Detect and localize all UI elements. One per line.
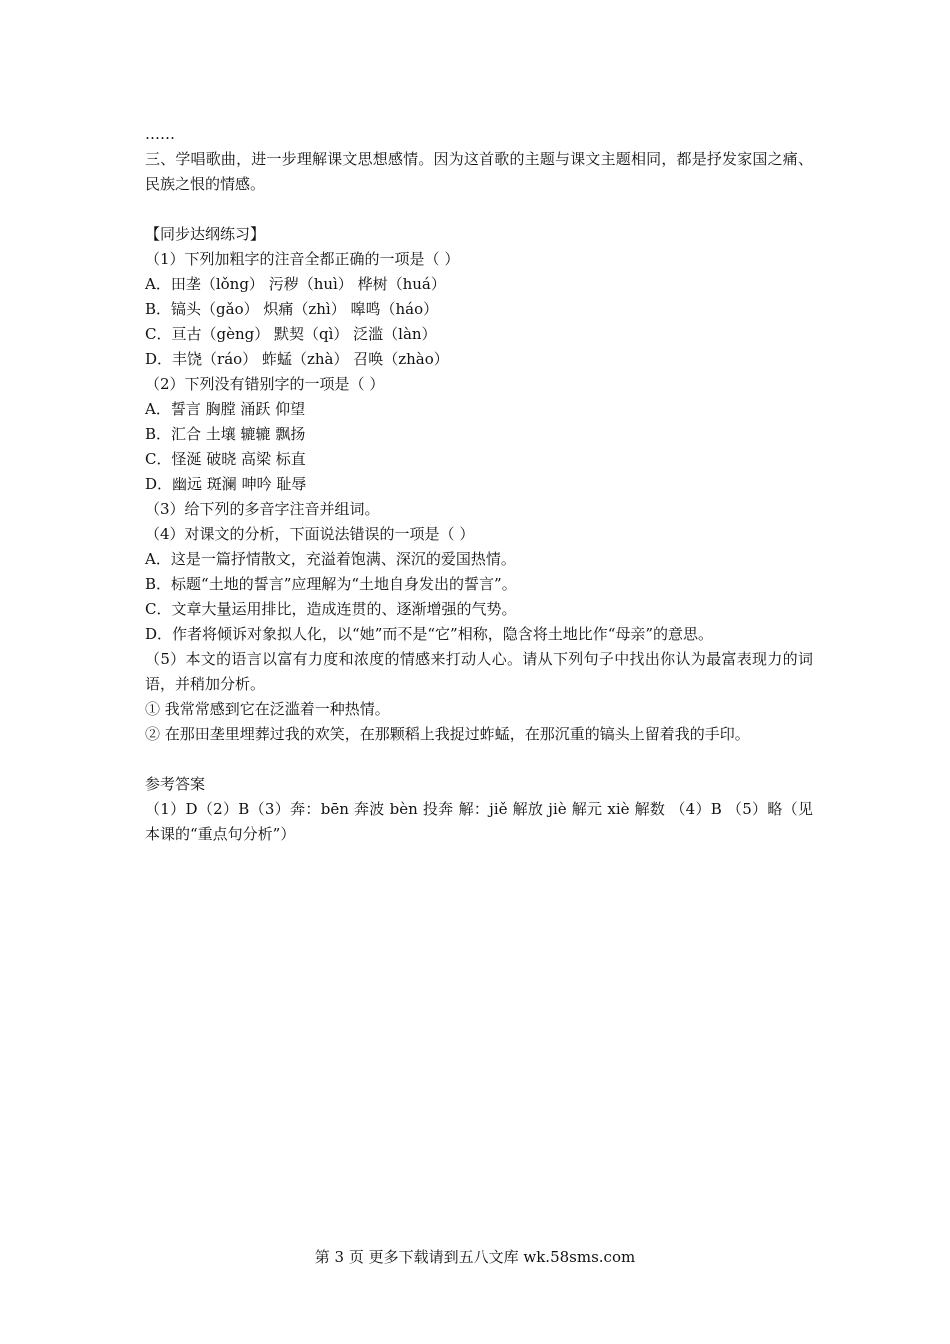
blank-line xyxy=(145,197,813,222)
page-footer: 第 3 页 更多下载请到五八文库 wk.58sms.com xyxy=(314,1248,636,1266)
question-1-option-a: A．田垄（lǒng） 污秽（huì） 桦树（huá） xyxy=(145,275,446,293)
question-4-option-d: D．作者将倾诉对象拟人化，以“她”而不是“它”相称，隐含将土地比作“母亲”的意思。 xyxy=(145,625,714,643)
question-3: （3）给下列的多音字注音并组词。 xyxy=(145,500,380,518)
question-2: （2）下列没有错别字的一项是（ ） xyxy=(145,375,385,393)
ellipsis-line: …… xyxy=(145,125,175,143)
question-2-option-a: A．誓言 胸膛 涌跃 仰望 xyxy=(145,400,306,418)
question-4: （4）对课文的分析，下面说法错误的一项是（ ） xyxy=(145,525,475,543)
question-5-sentence-1: ① 我常常感到它在泛滥着一种热情。 xyxy=(145,700,390,718)
section-three-paragraph: 三、学唱歌曲，进一步理解课文思想感情。因为这首歌的主题与课文主题相同，都是抒发家国之痛、民族之恨的情感。 xyxy=(145,150,813,193)
question-5-sentence-2: ② 在那田垄里埋葬过我的欢笑，在那颗稻上我捉过蚱蜢，在那沉重的镐头上留着我的手印。 xyxy=(145,725,750,743)
question-5: （5）本文的语言以富有力度和浓度的情感来打动人心。请从下列句子中找出你认为最富表现力的词语，并稍加分析。 xyxy=(145,650,813,693)
question-2-option-d: D．幽远 斑澜 呻吟 耻辱 xyxy=(145,475,307,493)
blank-line xyxy=(145,747,813,772)
answers-text: （1）D（2）B（3）奔：bēn 奔波 bèn 投奔 解：jiě 解放 jiè 解元 xiè 解数 （4）B （5）略（见本课的“重点句分析”） xyxy=(145,800,813,843)
question-1-option-c: C．亘古（gèng） 默契（qì） 泛滥（làn） xyxy=(145,325,437,343)
exercise-heading: 【同步达纲练习】 xyxy=(145,225,266,243)
question-1-option-d: D．丰饶（ráo） 蚱蜢（zhà） 召唤（zhào） xyxy=(145,350,449,368)
question-2-option-c: C．怪涎 破晓 高梁 标直 xyxy=(145,450,306,468)
answers-heading: 参考答案 xyxy=(145,775,206,793)
question-4-option-b: B．标题“土地的誓言”应理解为“土地自身发出的誓言”。 xyxy=(145,575,517,593)
question-4-option-c: C．文章大量运用排比，造成连贯的、逐渐增强的气势。 xyxy=(145,600,517,618)
question-1: （1）下列加粗字的注音全都正确的一项是（ ） xyxy=(145,250,460,268)
question-2-option-b: B．汇合 土壤 辘辘 飘扬 xyxy=(145,425,306,443)
question-4-option-a: A．这是一篇抒情散文，充溢着饱满、深沉的爱国热情。 xyxy=(145,550,516,568)
question-1-option-b: B．镐头（gǎo） 炽痛（zhì） 嗥鸣（háo） xyxy=(145,300,439,318)
document-body xyxy=(145,122,813,847)
